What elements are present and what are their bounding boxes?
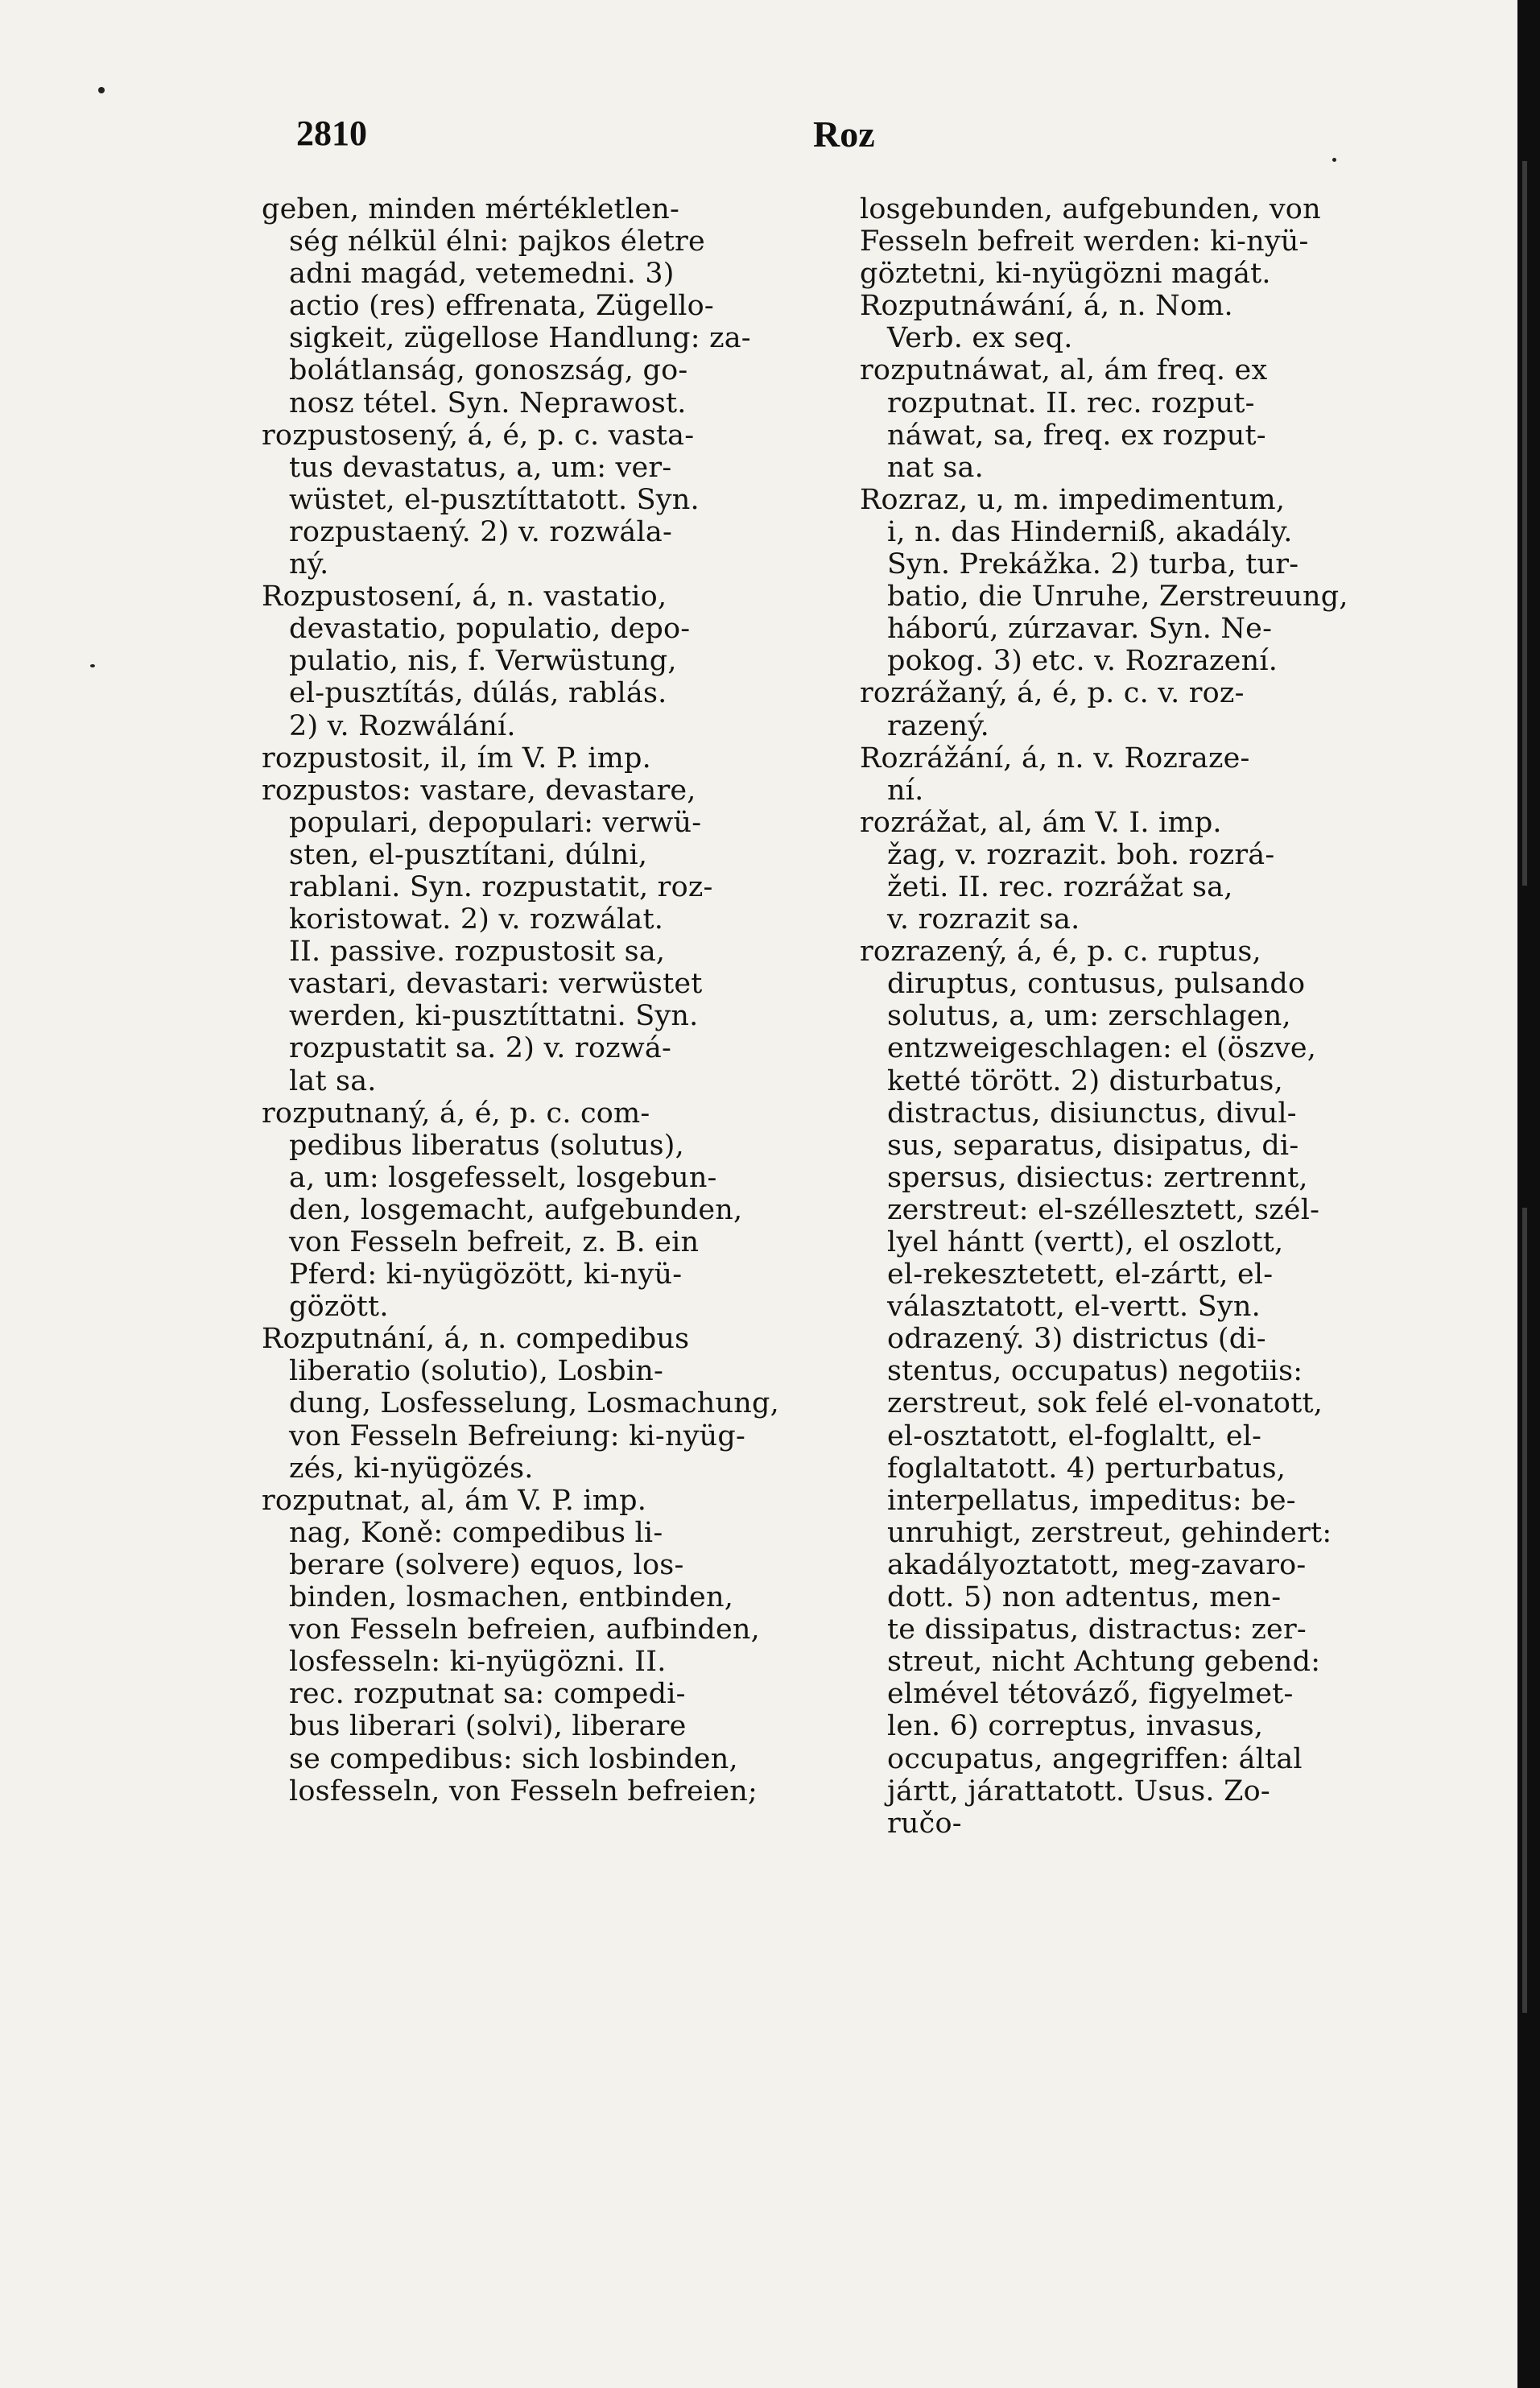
- text-line: geben, minden mértékletlen-: [262, 193, 680, 225]
- text-line: zés, ki-nyügözés.: [289, 1452, 534, 1485]
- text-line: ní.: [887, 774, 924, 807]
- text-line: rozrazený, á, é, p. c. ruptus,: [860, 936, 1261, 969]
- text-line: devastatio, populatio, depo-: [289, 613, 691, 646]
- page-header: [0, 113, 1517, 161]
- text-line: rozputnat, al, ám V. P. imp.: [262, 1484, 647, 1517]
- text-line: jártt, járattatott. Usus. Zo-: [887, 1774, 1270, 1808]
- text-line: liberatio (solutio), Losbin-: [289, 1355, 664, 1388]
- text-line: adni magád, vetemedni. 3): [289, 258, 675, 291]
- text-line: entzweigeschlagen: el (öszve,: [887, 1032, 1317, 1065]
- text-line: rozpustosit, il, ím V. P. imp.: [262, 742, 651, 775]
- text-line: ný.: [289, 548, 329, 581]
- text-line: dung, Losfesselung, Losmachung,: [289, 1387, 779, 1420]
- ink-speck: [98, 87, 105, 93]
- text-line: Rozputnáwání, á, n. Nom.: [860, 290, 1233, 323]
- text-line: gözött.: [289, 1291, 389, 1324]
- text-line: nag, Koně: compedibus li-: [289, 1516, 663, 1549]
- text-line: rozpustosený, á, é, p. c. vasta-: [262, 419, 695, 452]
- text-line: dott. 5) non adtentus, men-: [887, 1581, 1282, 1614]
- text-line: actio (res) effrenata, Zügello-: [289, 290, 714, 323]
- text-line: háború, zúrzavar. Syn. Ne-: [887, 613, 1273, 646]
- text-line: wüstet, el-pusztíttatott. Syn.: [289, 483, 700, 516]
- text-line: rozpustaený. 2) v. rozwála-: [289, 515, 672, 548]
- text-line: ség nélkül élni: pajkos életre: [289, 225, 705, 258]
- text-line: von Fesseln Befreiung: ki-nyüg-: [289, 1419, 746, 1452]
- text-line: koristowat. 2) v. rozwálat.: [289, 903, 664, 936]
- text-line: Rozputnání, á, n. compedibus: [262, 1323, 690, 1356]
- text-line: populari, depopulari: verwü-: [289, 806, 702, 839]
- text-line: bus liberari (solvi), liberare: [289, 1710, 687, 1743]
- text-line: rozrážaný, á, é, p. c. v. roz-: [860, 677, 1245, 710]
- text-line: zerstreut, sok felé el-vonatott,: [887, 1387, 1323, 1420]
- scan-edge: [1517, 0, 1540, 2388]
- text-line: streut, nicht Achtung gebend:: [887, 1646, 1321, 1679]
- text-line: ketté törött. 2) disturbatus,: [887, 1064, 1283, 1097]
- text-line: el-osztatott, el-foglaltt, el-: [887, 1419, 1262, 1452]
- text-line: sigkeit, zügellose Handlung: za-: [289, 322, 751, 355]
- text-line: rozpustos: vastare, devastare,: [262, 774, 696, 807]
- text-line: se compedibus: sich losbinden,: [289, 1742, 738, 1775]
- running-head: Roz: [813, 114, 875, 155]
- text-line: II. passive. rozpustosit sa,: [289, 936, 666, 969]
- ink-speck: [90, 664, 95, 667]
- text-line: választatott, el-vertt. Syn.: [887, 1291, 1261, 1324]
- text-line: göztetni, ki-nyügözni magát.: [860, 258, 1271, 291]
- text-line: náwat, sa, freq. ex rozput-: [887, 419, 1266, 452]
- text-line: elmével tétováző, figyelmet-: [887, 1678, 1294, 1711]
- text-line: losgebunden, aufgebunden, von: [860, 193, 1321, 225]
- text-line: pokog. 3) etc. v. Rozrazení.: [887, 645, 1278, 678]
- text-line: Fesseln befreit werden: ki-nyü-: [860, 225, 1309, 258]
- text-line: ručo-: [887, 1807, 962, 1840]
- text-line: tus devastatus, a, um: ver-: [289, 451, 672, 484]
- text-line: distractus, disiunctus, divul-: [887, 1097, 1297, 1130]
- text-line: el-rekesztetett, el-zártt, el-: [887, 1258, 1274, 1291]
- text-line: 2) v. Rozwálání.: [289, 709, 516, 742]
- text-line: v. rozrazit sa.: [887, 903, 1080, 936]
- text-line: losfesseln: ki-nyügözni. II.: [289, 1646, 667, 1679]
- text-line: sus, separatus, disipatus, di-: [887, 1129, 1299, 1162]
- right-column: [860, 193, 1439, 1840]
- text-line: vastari, devastari: verwüstet: [289, 968, 703, 1001]
- text-line: berare (solvere) equos, los-: [289, 1548, 684, 1581]
- text-line: Pferd: ki-nyügözött, ki-nyü-: [289, 1258, 683, 1291]
- text-line: rec. rozputnat sa: compedi-: [289, 1678, 686, 1711]
- text-line: binden, losmachen, entbinden,: [289, 1581, 734, 1614]
- left-column: [262, 193, 825, 1808]
- text-line: te dissipatus, distractus: zer-: [887, 1613, 1307, 1646]
- text-line: rozpustatit sa. 2) v. rozwá-: [289, 1032, 672, 1065]
- text-line: pedibus liberatus (solutus),: [289, 1129, 684, 1162]
- text-line: Rozraz, u, m. impedimentum,: [860, 483, 1286, 516]
- text-line: len. 6) correptus, invasus,: [887, 1710, 1264, 1743]
- text-line: sten, el-pusztítani, dúlni,: [289, 838, 648, 871]
- text-line: i, n. das Hinderniß, akadály.: [887, 515, 1293, 548]
- text-line: diruptus, contusus, pulsando: [887, 968, 1306, 1001]
- text-line: nosz tétel. Syn. Neprawost.: [289, 386, 687, 419]
- text-line: pulatio, nis, f. Verwüstung,: [289, 645, 677, 678]
- text-line: solutus, a, um: zerschlagen,: [887, 1000, 1291, 1033]
- text-line: rozrážat, al, ám V. I. imp.: [860, 806, 1222, 839]
- ink-speck: [1332, 158, 1336, 162]
- text-line: von Fesseln befreit, z. B. ein: [289, 1226, 700, 1258]
- text-line: nat sa.: [887, 451, 984, 484]
- text-line: žag, v. rozrazit. boh. rozrá-: [887, 838, 1275, 871]
- text-line: Syn. Prekážka. 2) turba, tur-: [887, 548, 1299, 581]
- text-line: Rozrážání, á, n. v. Rozraze-: [860, 742, 1250, 775]
- text-line: lyel hántt (vertt), el oszlott,: [887, 1226, 1284, 1258]
- page-number: 2810: [296, 114, 367, 153]
- text-line: spersus, disiectus: zertrennt,: [887, 1161, 1308, 1194]
- text-line: zerstreut: el-széllesztett, szél-: [887, 1193, 1320, 1226]
- text-line: bolátlanság, gonoszság, go-: [289, 354, 688, 387]
- text-line: rozputnáwat, al, ám freq. ex: [860, 354, 1268, 387]
- text-line: Rozpustosení, á, n. vastatio,: [262, 580, 667, 614]
- text-line: rozputnaný, á, é, p. c. com-: [262, 1097, 650, 1130]
- text-line: žeti. II. rec. rozrážat sa,: [887, 870, 1233, 903]
- text-line: rablani. Syn. rozpustatit, roz-: [289, 870, 713, 903]
- text-line: batio, die Unruhe, Zerstreuung,: [887, 580, 1348, 614]
- text-line: unruhigt, zerstreut, gehindert:: [887, 1516, 1332, 1549]
- scan-edge-mark: [1522, 161, 1527, 886]
- text-line: stentus, occupatus) negotiis:: [887, 1355, 1303, 1388]
- text-line: interpellatus, impeditus: be-: [887, 1484, 1296, 1517]
- text-line: den, losgemacht, aufgebunden,: [289, 1193, 743, 1226]
- text-line: lat sa.: [289, 1064, 377, 1097]
- text-line: odrazený. 3) districtus (di-: [887, 1323, 1266, 1356]
- text-line: a, um: losgefesselt, losgebun-: [289, 1161, 717, 1194]
- text-line: Verb. ex seq.: [887, 322, 1073, 355]
- text-line: razený.: [887, 709, 989, 742]
- text-line: occupatus, angegriffen: által: [887, 1742, 1303, 1775]
- text-line: el-pusztítás, dúlás, rablás.: [289, 677, 667, 710]
- text-line: von Fesseln befreien, aufbinden,: [289, 1613, 760, 1646]
- scan-edge-mark: [1522, 1208, 1527, 2013]
- text-line: losfesseln, von Fesseln befreien;: [289, 1774, 758, 1808]
- text-line: akadályoztatott, meg-zavaro-: [887, 1548, 1307, 1581]
- text-line: rozputnat. II. rec. rozput-: [887, 386, 1255, 419]
- text-line: werden, ki-pusztíttatni. Syn.: [289, 1000, 699, 1033]
- text-line: foglaltatott. 4) perturbatus,: [887, 1452, 1286, 1485]
